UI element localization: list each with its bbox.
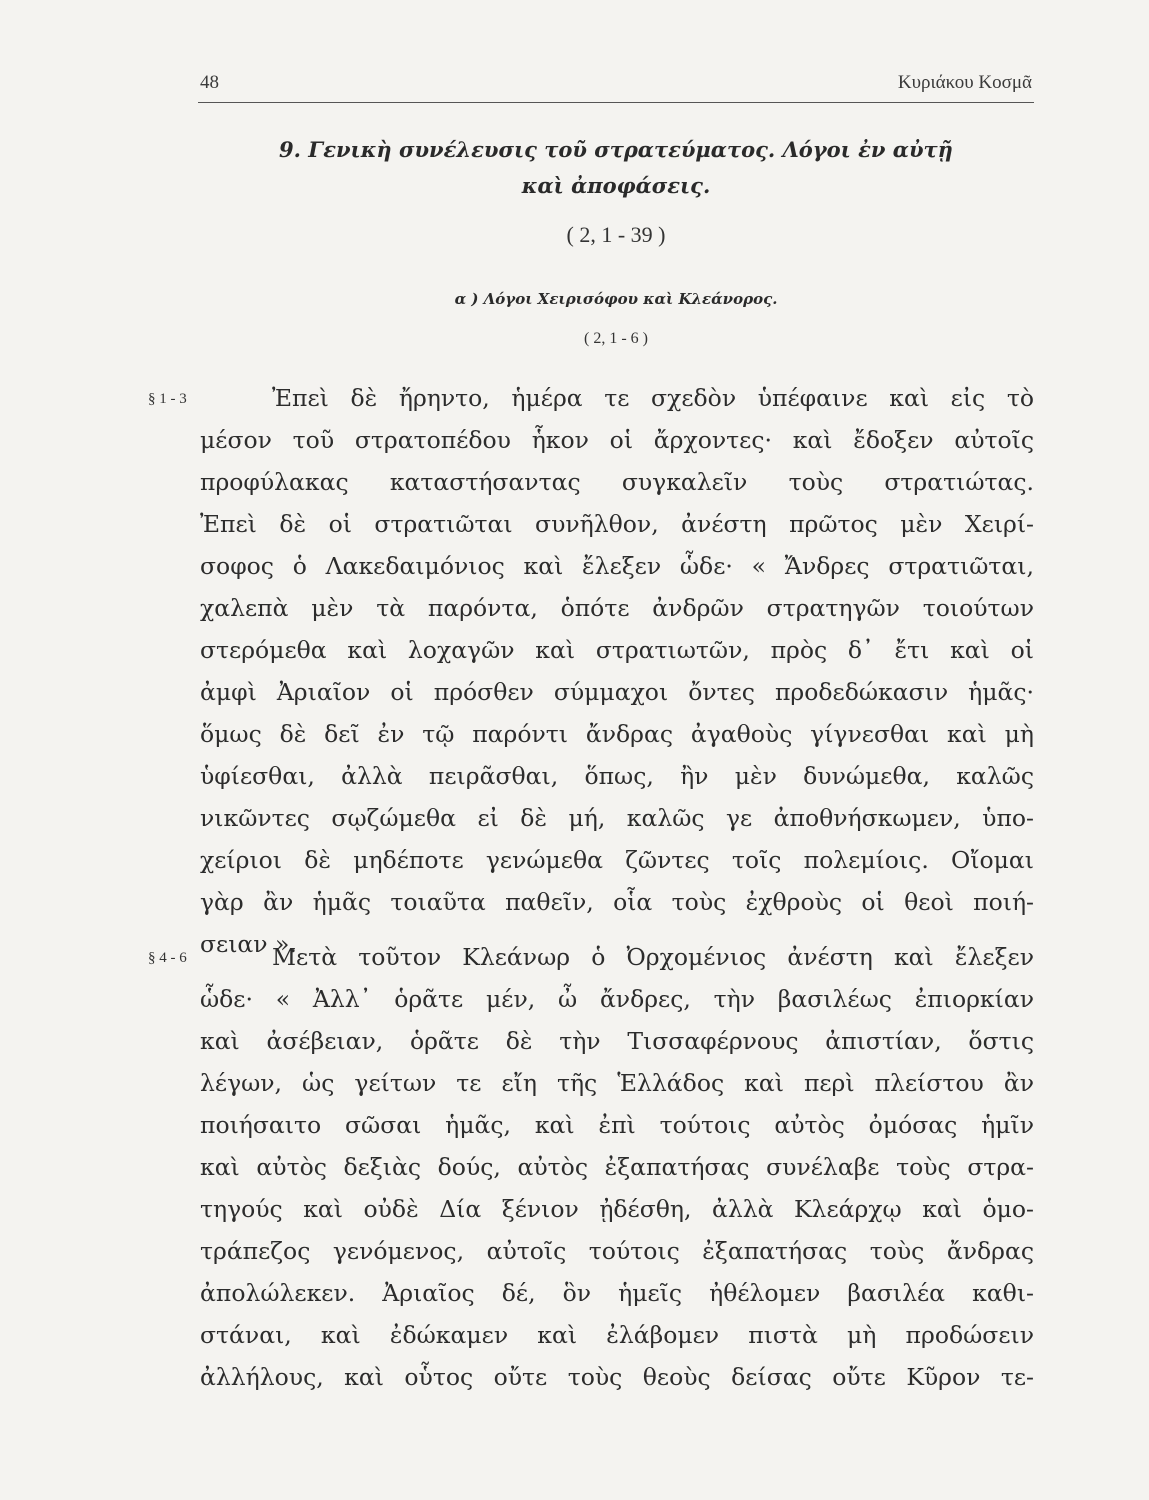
text-line: ἀλλήλους, καὶ οὗτος οὔτε τοὺς θεοὺς δείσας οὔτε Κῦρον τε- (200, 1363, 1034, 1391)
text-line: νικῶντες σῳζώμεθα εἰ δὲ μή, καλῶς γε ἀποθνήσκωμεν, ὑπο- (200, 804, 1034, 832)
chapter-reference: ( 2, 1 - 39 ) (566, 222, 666, 247)
text-line: καὶ αὐτὸς δεξιὰς δούς, αὐτὸς ἐξαπατήσας συνέλαβε τοὺς στρα- (200, 1153, 1034, 1181)
header-rule (198, 102, 1034, 103)
text-line: μέσον τοῦ στρατοπέδου ἧκον οἱ ἄρχοντες· καὶ ἔδοξεν αὐτοῖς (200, 426, 1034, 454)
text-line: λέγων, ὡς γείτων τε εἴη τῆς Ἑλλάδος καὶ περὶ πλείστου ἂν (200, 1069, 1034, 1097)
text-line: σειαν ». (200, 930, 297, 958)
text-line: Ἐπεὶ δὲ ἤρηντο, ἡμέρα τε σχεδὸν ὑπέφαινε καὶ εἰς τὸ (272, 384, 1034, 412)
chapter-title-line: 9. Γενικὴ συνέλευσις τοῦ στρατεύματος. Λόγοι ἐν αὐτῇ (279, 137, 953, 162)
section-title: α ) Λόγοι Χειρισόφου καὶ Κλεάνορος. (454, 290, 778, 308)
text-line: ἀμφὶ Ἀριαῖον οἱ πρόσθεν σύμμαχοι ὄντες προδεδώκασιν ἡμᾶς· (200, 678, 1034, 706)
running-header (200, 72, 1032, 102)
text-line: τράπεζος γενόμενος, αὐτοῖς τούτοις ἐξαπατήσας τοὺς ἄνδρας (200, 1237, 1034, 1265)
text-line: ἀπολώλεκεν. Ἀριαῖος δέ, ὃν ἡμεῖς ἠθέλομεν βασιλέα καθι- (200, 1279, 1034, 1307)
page-number: 48 (200, 72, 219, 93)
text-line: καὶ ἀσέβειαν, ὁρᾶτε δὲ τὴν Τισσαφέρνους ἀπιστίαν, ὅστις (200, 1027, 1034, 1055)
section-reference: ( 2, 1 - 6 ) (584, 330, 648, 347)
text-line: ποιήσαιτο σῶσαι ἡμᾶς, καὶ ἐπὶ τούτοις αὐτὸς ὀμόσας ἡμῖν (200, 1111, 1034, 1139)
text-line: γὰρ ἂν ἡμᾶς τοιαῦτα παθεῖν, οἷα τοὺς ἐχθροὺς οἱ θεοὶ ποιή- (200, 888, 1034, 916)
text-line: ὧδε· « Ἀλλ᾽ ὁρᾶτε μέν, ὦ ἄνδρες, τὴν βασιλέως ἐπιορκίαν (200, 985, 1034, 1013)
text-line: ὅμως δὲ δεῖ ἐν τῷ παρόντι ἄνδρας ἀγαθοὺς γίγνεσθαι καὶ μὴ (200, 720, 1034, 748)
text-line: στάναι, καὶ ἐδώκαμεν καὶ ἐλάβομεν πιστὰ μὴ προδώσειν (200, 1321, 1034, 1349)
running-title: Κυριάκου Κοσμᾶ (897, 72, 1032, 93)
text-line: τηγούς καὶ οὐδὲ Δία ξένιον ᾐδέσθη, ἀλλὰ Κλεάρχῳ καὶ ὁμο- (200, 1195, 1034, 1223)
text-line: χαλεπὰ μὲν τὰ παρόντα, ὁπότε ἀνδρῶν στρατηγῶν τοιούτων (200, 594, 1034, 622)
text-line: χείριοι δὲ μηδέποτε γενώμεθα ζῶντες τοῖς πολεμίοις. Οἴομαι (200, 846, 1034, 874)
text-line: ὑφίεσθαι, ἀλλὰ πειρᾶσθαι, ὅπως, ἢν μὲν δυνώμεθα, καλῶς (200, 762, 1034, 790)
text-line: σοφος ὁ Λακεδαιμόνιος καὶ ἔλεξεν ὧδε· « Ἄνδρες στρατιῶται, (200, 552, 1034, 580)
text-line: προφύλακας καταστήσαντας συγκαλεῖν τοὺς στρατιώτας. (200, 468, 1034, 496)
margin-note-4-6: § 4 - 6 (148, 950, 187, 966)
chapter-title (200, 132, 1032, 204)
text-line: Ἐπεὶ δὲ οἱ στρατιῶται συνῆλθον, ἀνέστη πρῶτος μὲν Χειρί- (200, 510, 1034, 538)
text-line: Μετὰ τοῦτον Κλεάνωρ ὁ Ὀρχομένιος ἀνέστη καὶ ἔλεξεν (272, 943, 1034, 971)
chapter-title-line: καὶ ἀποφάσεις. (521, 173, 711, 198)
text-line: στερόμεθα καὶ λοχαγῶν καὶ στρατιωτῶν, πρὸς δ᾽ ἔτι καὶ οἱ (200, 636, 1034, 664)
margin-note-1-3: § 1 - 3 (148, 391, 187, 407)
